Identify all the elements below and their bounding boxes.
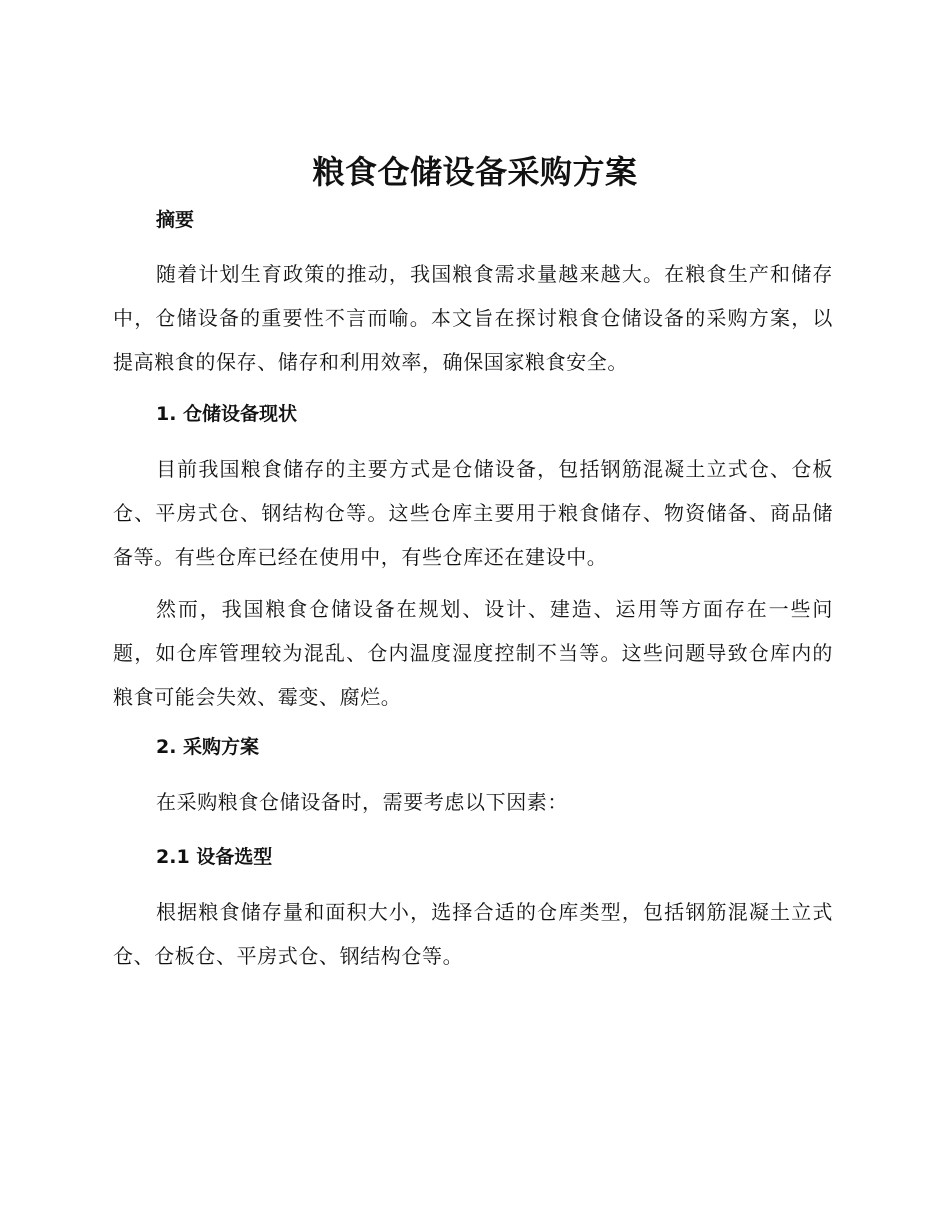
section-1-heading: 1. 仓储设备现状 bbox=[156, 403, 298, 425]
abstract-heading: 摘要 bbox=[156, 209, 195, 231]
section-2-intro-paragraph: 在采购粮食仓储设备时，需要考虑以下因素： bbox=[156, 790, 568, 814]
section-1-paragraph-1: 目前我国粮食储存的主要方式是仓储设备，包括钢筋混凝土立式仓、仓板仓、平房式仓、钢结构仓等。这些仓库主要用于粮食储存、物资储备、商品储备等。有些仓库已经在使用中，有些仓库还在建设中。 bbox=[113, 457, 833, 569]
subsection-2-1-heading: 2.1 设备选型 bbox=[156, 846, 273, 868]
section-1-paragraph-2: 然而，我国粮食仓储设备在规划、设计、建造、运用等方面存在一些问题，如仓库管理较为混乱、仓内温度湿度控制不当等。这些问题导致仓库内的粮食可能会失效、霉变、腐烂。 bbox=[113, 597, 833, 709]
section-2-heading: 2. 采购方案 bbox=[156, 736, 260, 758]
document-title: 粮食仓储设备采购方案 bbox=[312, 153, 638, 191]
subsection-2-1-paragraph: 根据粮食储存量和面积大小，选择合适的仓库类型，包括钢筋混凝土立式仓、仓板仓、平房式仓、钢结构仓等。 bbox=[113, 900, 833, 968]
abstract-paragraph: 随着计划生育政策的推动，我国粮食需求量越来越大。在粮食生产和储存中，仓储设备的重要性不言而喻。本文旨在探讨粮食仓储设备的采购方案，以提高粮食的保存、储存和利用效率，确保国家粮食安全。 bbox=[113, 262, 833, 374]
